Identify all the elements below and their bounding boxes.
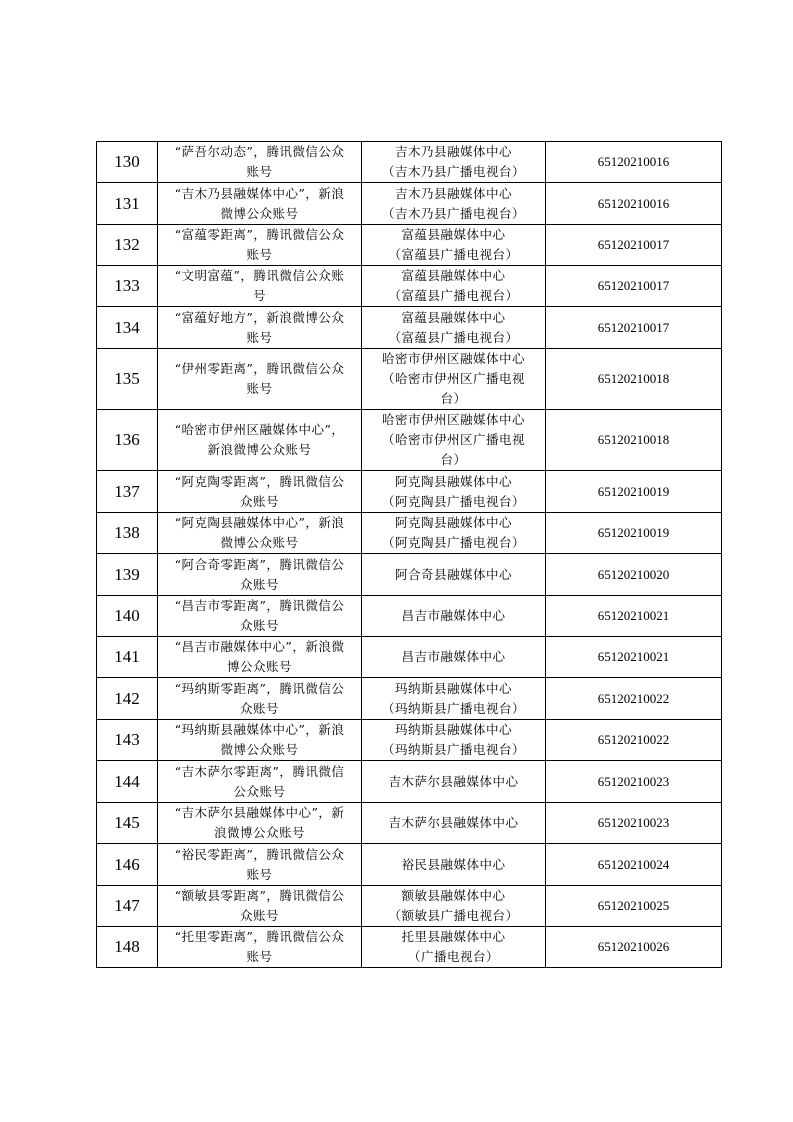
- organization-line: 富蕴县融媒体中心: [401, 227, 506, 242]
- organization-line: 吉木萨尔县融媒体中心: [388, 773, 519, 789]
- account-name-line: 账号: [246, 866, 273, 882]
- organization-line: （吉木乃县广播电视台）: [381, 205, 525, 221]
- row-number-cell: [97, 471, 158, 513]
- organization-cell: [362, 142, 546, 183]
- organization-line: 玛纳斯县融媒体中心: [394, 680, 512, 696]
- account-name-line: “文明富蕴”，腾讯微信公众账: [174, 268, 345, 283]
- account-name-cell: [158, 927, 362, 968]
- table-row: [97, 678, 722, 720]
- table-row: [97, 720, 722, 761]
- license-code-cell: [546, 266, 722, 307]
- account-name-line: 账号: [246, 949, 273, 964]
- row-number-cell: [97, 183, 158, 225]
- row-number: 148: [114, 937, 140, 956]
- license-code-cell: [546, 596, 722, 637]
- account-name-line: “托里零距离”，腾讯微信公众: [174, 929, 345, 944]
- row-number: 144: [114, 771, 140, 791]
- organization-cell: [362, 720, 546, 761]
- license-code: 65120210024: [597, 856, 670, 872]
- license-code: 65120210017: [597, 278, 670, 293]
- account-name-cell: [158, 410, 362, 471]
- row-number: 141: [114, 647, 140, 666]
- row-number: 140: [114, 606, 140, 625]
- account-name-cell: [158, 886, 362, 927]
- table-row: [97, 803, 722, 844]
- account-name-line: 账号: [246, 381, 273, 396]
- license-code-cell: [546, 803, 722, 844]
- organization-cell: [362, 183, 546, 225]
- license-code-cell: [546, 678, 722, 720]
- license-code: 65120210018: [597, 371, 670, 386]
- account-name-line: “哈密市伊州区融媒体中心”，: [174, 422, 345, 437]
- account-name-line: “吉木萨尔零距离”，腾讯微信: [174, 763, 345, 779]
- row-number-cell: [97, 554, 158, 596]
- organization-line: （玛纳斯县广播电视台）: [381, 742, 525, 757]
- account-name-cell: [158, 720, 362, 761]
- organization-cell: [362, 886, 546, 927]
- account-name-line: “裕民零距离”，腾讯微信公众: [174, 846, 345, 862]
- account-name-cell: [158, 803, 362, 844]
- organization-line: 吉木乃县融媒体中心: [394, 144, 512, 159]
- row-number-cell: [97, 596, 158, 637]
- license-code: 65120210025: [597, 898, 670, 913]
- table-row: [97, 761, 722, 803]
- license-code-cell: [546, 554, 722, 596]
- account-name-line: 众账号: [239, 908, 279, 923]
- account-name-line: “吉木乃县融媒体中心”，新浪: [174, 185, 345, 201]
- organization-line: （玛纳斯县广播电视台）: [381, 700, 525, 716]
- table-row: [97, 349, 722, 410]
- organization-line: 托里县融媒体中心: [401, 929, 506, 944]
- organization-line: （广播电视台）: [407, 949, 499, 964]
- account-name-cell: [158, 513, 362, 554]
- license-code: 65120210016: [597, 154, 670, 169]
- account-name-line: 账号: [246, 247, 273, 262]
- row-number: 133: [114, 276, 140, 295]
- license-code: 65120210019: [597, 525, 670, 540]
- license-code: 65120210016: [597, 195, 670, 211]
- row-number-cell: [97, 927, 158, 968]
- account-name-cell: [158, 761, 362, 803]
- table-row: [97, 596, 722, 637]
- account-name-line: 众账号: [239, 493, 279, 509]
- license-code-cell: [546, 927, 722, 968]
- license-code: 65120210017: [597, 237, 670, 252]
- account-name-line: 新浪微博公众账号: [207, 442, 312, 457]
- table-row: [97, 886, 722, 927]
- organization-cell: [362, 307, 546, 349]
- account-name-cell: [158, 678, 362, 720]
- account-name-line: 账号: [246, 164, 273, 179]
- account-name-cell: [158, 349, 362, 410]
- license-code-cell: [546, 720, 722, 761]
- organization-line: 哈密市伊州区融媒体中心: [381, 412, 525, 427]
- account-name-line: 账号: [246, 329, 273, 345]
- account-name-line: “玛纳斯零距离”，腾讯微信公: [174, 680, 345, 696]
- row-number-cell: [97, 844, 158, 886]
- organization-line: 昌吉市融媒体中心: [401, 608, 506, 623]
- row-number: 135: [114, 369, 140, 388]
- organization-line: 哈密市伊州区融媒体中心: [381, 351, 525, 366]
- account-name-line: “玛纳斯县融媒体中心”，新浪: [174, 722, 345, 737]
- account-name-cell: [158, 471, 362, 513]
- table-row: [97, 142, 722, 183]
- organization-cell: [362, 410, 546, 471]
- license-code-cell: [546, 307, 722, 349]
- license-code: 65120210021: [597, 649, 670, 664]
- row-number-cell: [97, 678, 158, 720]
- row-number: 138: [114, 523, 140, 542]
- organization-cell: [362, 266, 546, 307]
- license-code-cell: [546, 410, 722, 471]
- account-name-cell: [158, 307, 362, 349]
- table-row: [97, 225, 722, 266]
- organization-cell: [362, 225, 546, 266]
- organization-line: 台）: [440, 391, 467, 406]
- account-name-line: “富蕴零距离”，腾讯微信公众: [174, 227, 345, 242]
- account-name-line: 博公众账号: [226, 659, 292, 674]
- row-number: 143: [114, 730, 140, 749]
- license-code-cell: [546, 637, 722, 678]
- registration-table-body: [97, 142, 722, 968]
- license-code-cell: [546, 761, 722, 803]
- organization-line: 阿克陶县融媒体中心: [394, 473, 512, 489]
- license-code-cell: [546, 349, 722, 410]
- license-code-cell: [546, 142, 722, 183]
- table-row: [97, 844, 722, 886]
- organization-line: （富蕴县广播电视台）: [388, 288, 519, 303]
- license-code-cell: [546, 471, 722, 513]
- row-number: 145: [114, 813, 140, 832]
- account-name-line: 众账号: [239, 700, 279, 716]
- row-number-cell: [97, 142, 158, 183]
- organization-line: （富蕴县广播电视台）: [388, 329, 519, 345]
- organization-line: 台）: [440, 452, 467, 467]
- row-number: 130: [114, 152, 140, 171]
- organization-line: 富蕴县融媒体中心: [401, 309, 506, 325]
- account-name-line: “昌吉市零距离”，腾讯微信公: [174, 598, 345, 613]
- account-name-line: “昌吉市融媒体中心”，新浪微: [174, 639, 345, 654]
- organization-line: （富蕴县广播电视台）: [388, 247, 519, 262]
- license-code: 65120210023: [597, 773, 670, 789]
- license-code-cell: [546, 513, 722, 554]
- organization-line: 裕民县融媒体中心: [401, 856, 506, 872]
- account-name-line: “富蕴好地方”，新浪微博公众: [174, 309, 345, 325]
- row-number-cell: [97, 349, 158, 410]
- row-number: 142: [114, 688, 140, 708]
- row-number-cell: [97, 513, 158, 554]
- license-code: 65120210026: [597, 939, 670, 954]
- table-row: [97, 410, 722, 471]
- license-code: 65120210021: [597, 608, 670, 623]
- row-number: 132: [114, 235, 140, 254]
- row-number: 137: [114, 481, 140, 501]
- organization-line: （阿克陶县广播电视台）: [381, 493, 525, 509]
- organization-line: （吉木乃县广播电视台）: [381, 164, 525, 179]
- account-name-cell: [158, 637, 362, 678]
- row-number-cell: [97, 225, 158, 266]
- organization-cell: [362, 596, 546, 637]
- account-name-cell: [158, 554, 362, 596]
- organization-cell: [362, 513, 546, 554]
- row-number: 139: [114, 564, 140, 584]
- account-name-line: 微博公众账号: [220, 205, 299, 221]
- row-number: 131: [114, 193, 140, 213]
- organization-line: 吉木乃县融媒体中心: [394, 185, 512, 201]
- table-row: [97, 637, 722, 678]
- organization-cell: [362, 554, 546, 596]
- license-code: 65120210019: [597, 483, 670, 499]
- table-row: [97, 554, 722, 596]
- account-name-line: “吉木萨尔县融媒体中心”，新: [174, 805, 345, 820]
- row-number: 136: [114, 430, 140, 449]
- account-name-line: 浪微博公众账号: [213, 825, 305, 840]
- account-name-line: 公众账号: [233, 783, 286, 799]
- license-code: 65120210022: [597, 732, 670, 747]
- row-number-cell: [97, 307, 158, 349]
- license-code: 65120210022: [597, 690, 670, 706]
- organization-line: 昌吉市融媒体中心: [401, 649, 506, 664]
- license-code: 65120210017: [597, 319, 670, 335]
- organization-line: （哈密市伊州区广播电视: [381, 432, 525, 447]
- account-name-cell: [158, 266, 362, 307]
- row-number-cell: [97, 886, 158, 927]
- organization-cell: [362, 471, 546, 513]
- row-number-cell: [97, 410, 158, 471]
- account-name-line: “阿克陶县融媒体中心”，新浪: [174, 515, 345, 530]
- row-number: 147: [114, 896, 140, 915]
- account-name-cell: [158, 844, 362, 886]
- row-number: 146: [114, 854, 140, 874]
- license-code-cell: [546, 886, 722, 927]
- license-code-cell: [546, 844, 722, 886]
- account-name-line: 微博公众账号: [220, 535, 299, 550]
- organization-line: 额敏县融媒体中心: [401, 888, 506, 903]
- table-row: [97, 307, 722, 349]
- row-number-cell: [97, 761, 158, 803]
- license-code-cell: [546, 183, 722, 225]
- organization-cell: [362, 803, 546, 844]
- account-name-line: “萨吾尔动态”，腾讯微信公众: [174, 144, 345, 159]
- registration-table: [96, 141, 722, 968]
- organization-cell: [362, 927, 546, 968]
- organization-line: （哈密市伊州区广播电视: [381, 371, 525, 386]
- account-name-line: 众账号: [239, 618, 279, 633]
- account-name-line: 微博公众账号: [220, 742, 299, 757]
- account-name-cell: [158, 142, 362, 183]
- table-row: [97, 183, 722, 225]
- table-row: [97, 471, 722, 513]
- license-code-cell: [546, 225, 722, 266]
- organization-cell: [362, 349, 546, 410]
- row-number-cell: [97, 720, 158, 761]
- organization-cell: [362, 761, 546, 803]
- organization-line: （阿克陶县广播电视台）: [381, 535, 525, 550]
- license-code: 65120210023: [597, 815, 670, 830]
- row-number-cell: [97, 803, 158, 844]
- organization-line: 玛纳斯县融媒体中心: [394, 722, 512, 737]
- account-name-line: “阿合奇零距离”，腾讯微信公: [174, 556, 345, 572]
- organization-line: 阿克陶县融媒体中心: [394, 515, 512, 530]
- row-number-cell: [97, 637, 158, 678]
- organization-line: （额敏县广播电视台）: [388, 908, 519, 923]
- account-name-line: “阿克陶零距离”，腾讯微信公: [174, 473, 345, 489]
- row-number: 134: [114, 317, 140, 337]
- organization-cell: [362, 678, 546, 720]
- license-code: 65120210020: [597, 566, 670, 582]
- account-name-line: 众账号: [239, 576, 279, 592]
- account-name-line: “伊州零距离”，腾讯微信公众: [174, 361, 345, 376]
- account-name-cell: [158, 225, 362, 266]
- license-code: 65120210018: [597, 432, 670, 447]
- table-row: [97, 927, 722, 968]
- account-name-line: 号: [252, 288, 266, 303]
- account-name-line: “额敏县零距离”，腾讯微信公: [174, 888, 345, 903]
- table-row: [97, 266, 722, 307]
- organization-cell: [362, 637, 546, 678]
- account-name-cell: [158, 183, 362, 225]
- account-name-cell: [158, 596, 362, 637]
- row-number-cell: [97, 266, 158, 307]
- organization-line: 阿合奇县融媒体中心: [394, 566, 512, 582]
- organization-line: 富蕴县融媒体中心: [401, 268, 506, 283]
- table-row: [97, 513, 722, 554]
- organization-line: 吉木萨尔县融媒体中心: [388, 815, 519, 830]
- organization-cell: [362, 844, 546, 886]
